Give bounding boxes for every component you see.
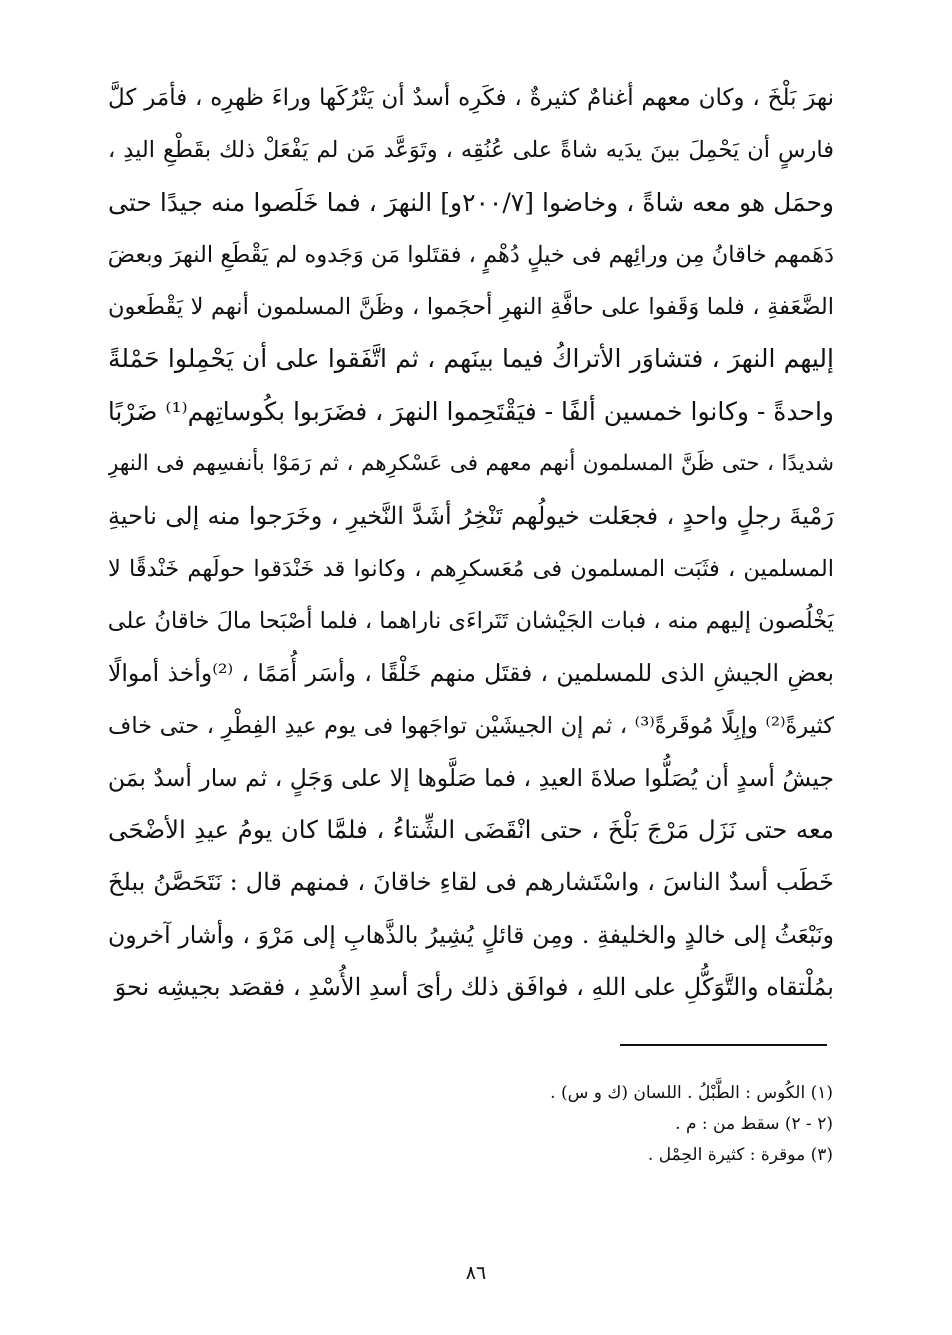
text-line: رَمْيةَ رجلٍ واحدٍ ، فجعَلت خيولُهم تَنْخِرُ أشَدَّ النَّخيرِ ، وخَرَجوا منه إلى ناحيةِ [108, 502, 834, 531]
footnotes [300, 1078, 833, 1171]
text-line: معه حتى نَزَل مَرْجَ بَلْخَ ، حتى انْقَضَى الشِّتاءُ ، فلمَّا كان يومُ عيدِ الأضْحَى [108, 815, 834, 845]
text-line: شديدًا ، حتى ظَنَّ المسلمون أنهم معهم فى عَسْكرِهم ، ثم رَمَوْا بأنفسِهم فى النهرِ [108, 451, 834, 477]
text-line: واحدةً - وكانوا خمسين ألفًا - فيَقْتَحِموا النهرَ ، فضَرَبوا بكُوساتِهم⁽¹⁾ ضَرْبًا [108, 396, 834, 426]
text-line: إليهم النهرَ ، فتشاوَر الأتراكُ فيما بينَهم ، ثم اتَّفَقوا على أن يَحْمِلوا حَمْلةً [108, 344, 834, 374]
footnote: (٢ - ٢) سقط من : م . [675, 1114, 833, 1134]
text-line: بعضِ الجيشِ الذى للمسلمين ، فقتَل منهم خَلْقًا ، وأسَر أُمَمًا ، ⁽²⁾وأخذ أموالًا [108, 659, 834, 688]
text-line: ونَبْعَثُ إلى خالدٍ والخليفةِ . ومِن قائلٍ يُشِيرُ بالذَّهابِ إلى مَرْوَ ، وأشار آخرون [108, 920, 834, 949]
text-line: المسلمين ، فثَبَت المسلمون فى مُعَسكرِهم ، وكانوا قد خَنْدَقوا حولَهم خَنْدقًا لا [108, 555, 834, 582]
text-line: فارسٍ أن يَحْمِلَ بينَ يدَيه شاةً على عُنُقِه ، وتَوَعَّد مَن لم يَفْعَلْ ذلك بقَطْعِ اليدِ ، [108, 137, 834, 164]
footnote: (١) الكُوس : الطَّبْلُ . اللسان (ك و س) . [550, 1083, 833, 1103]
text-line: خَطَب أسدٌ الناسَ ، واسْتَشارهم فى لقاءِ خاقانَ ، فمنهم قال : نَتَحَصَّنُ ببلخَ [108, 868, 834, 897]
text-line: الضَّعَفةِ ، فلما وَقَفوا على حافَّةِ النهرِ أحجَموا ، وظَنَّ المسلمون أنهم لا يَقْطَعون [108, 294, 834, 321]
text-line: كثيرةً⁽²⁾ وإبِلًا مُوقَرةً⁽³⁾ ، ثم إن الجيشَيْن تواجَهوا فى يوم عيدِ الفِطْرِ ، حتى خاف [108, 712, 834, 739]
text-line: دَهَمهم خاقانُ مِن ورائِهم فى خيلٍ دُهْمٍ ، فقتَلوا مَن وَجَدوه لم يَقْطَعِ النهرَ وبعضَ [108, 241, 834, 268]
body-text [108, 72, 834, 1013]
text-line: يَخْلُصون إليهم منه ، فبات الجَيْشان تَتَراءَى ناراهما ، فلما أصْبَحا مالَ خاقانُ على [108, 607, 834, 634]
text-line: وحمَل هو معه شاةً ، وخاضوا [٢٠٠/٧و] النهرَ ، فما خَلَصوا منه جيدًا حتى [108, 187, 834, 217]
footnote: (٣) موقرة : كثيرة الحِمْل . [647, 1145, 833, 1165]
text-line: جيشُ أسدٍ أن يُصَلُّوا صلاةَ العيدِ ، فما صَلَّوها إلا على وَجَلٍ ، ثم سار أسدٌ بمَن [108, 763, 834, 792]
page-number: ٨٦ [465, 1262, 487, 1284]
text-line: بمُلْتقاه والتَّوَكُّلِ على اللهِ ، فوافَق ذلك رأىَ أسدِ الأُسْدِ ، فقصَد بجيشِه نحوَ [114, 973, 834, 1002]
footnote-separator [620, 1044, 827, 1046]
text-line: نهرَ بَلْخَ ، وكان معهم أغنامٌ كثيرةٌ ، فكَرِه أسدٌ أن يَتْرُكَها وراءَ ظهرِه ، فأمَر كلَّ [108, 85, 834, 111]
